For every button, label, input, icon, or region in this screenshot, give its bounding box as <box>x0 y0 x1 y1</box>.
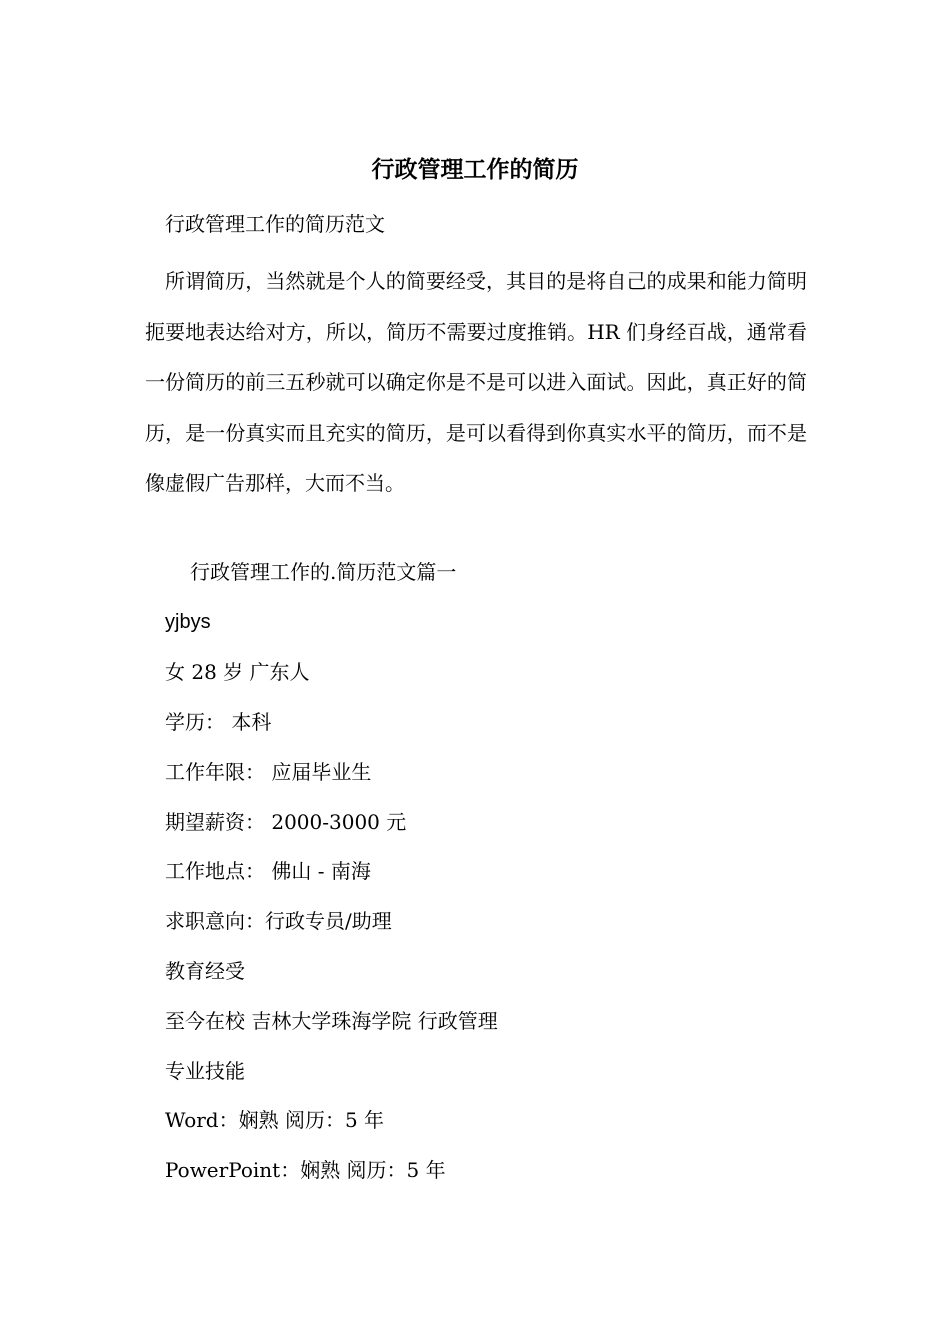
document-title: 行政管理工作的简历 <box>371 156 579 183</box>
resume-name: yjbys <box>165 611 211 633</box>
work-years: 工作年限： 应届毕业生 <box>165 760 372 784</box>
education-entry: 至今在校 吉林大学珠海学院 行政管理 <box>165 1009 498 1033</box>
section-heading: 行政管理工作的.简历范文篇一 <box>190 560 457 584</box>
basic-info: 女 28 岁 广东人 <box>165 660 310 684</box>
expected-salary: 期望薪资： 2000-3000 元 <box>165 810 407 834</box>
education-level: 学历： 本科 <box>165 710 272 734</box>
work-location: 工作地点： 佛山 - 南海 <box>165 859 371 883</box>
skill-item: PowerPoint：娴熟 阅历：5 年 <box>165 1158 446 1182</box>
intro-paragraph: 所谓简历，当然就是个人的简要经受，其目的是将自己的成果和能力简明扼要地表达给对方，所以，简历不需要过度推销。HR 们身经百战，通常看一份简历的前三五秒就可以确定你是不是可以进入面试。因此，真正好的简历，是一份真实而且充实的简历，是可以看得到你真实水平的简历，而不是像虚假广告那样，大而不当。 <box>145 269 807 496</box>
education-heading: 教育经受 <box>165 959 245 983</box>
skills-heading: 专业技能 <box>165 1059 245 1083</box>
subtitle: 行政管理工作的简历范文 <box>165 212 385 236</box>
job-intention: 求职意向：行政专员/助理 <box>165 909 392 933</box>
skill-item: Word：娴熟 阅历：5 年 <box>165 1108 385 1132</box>
